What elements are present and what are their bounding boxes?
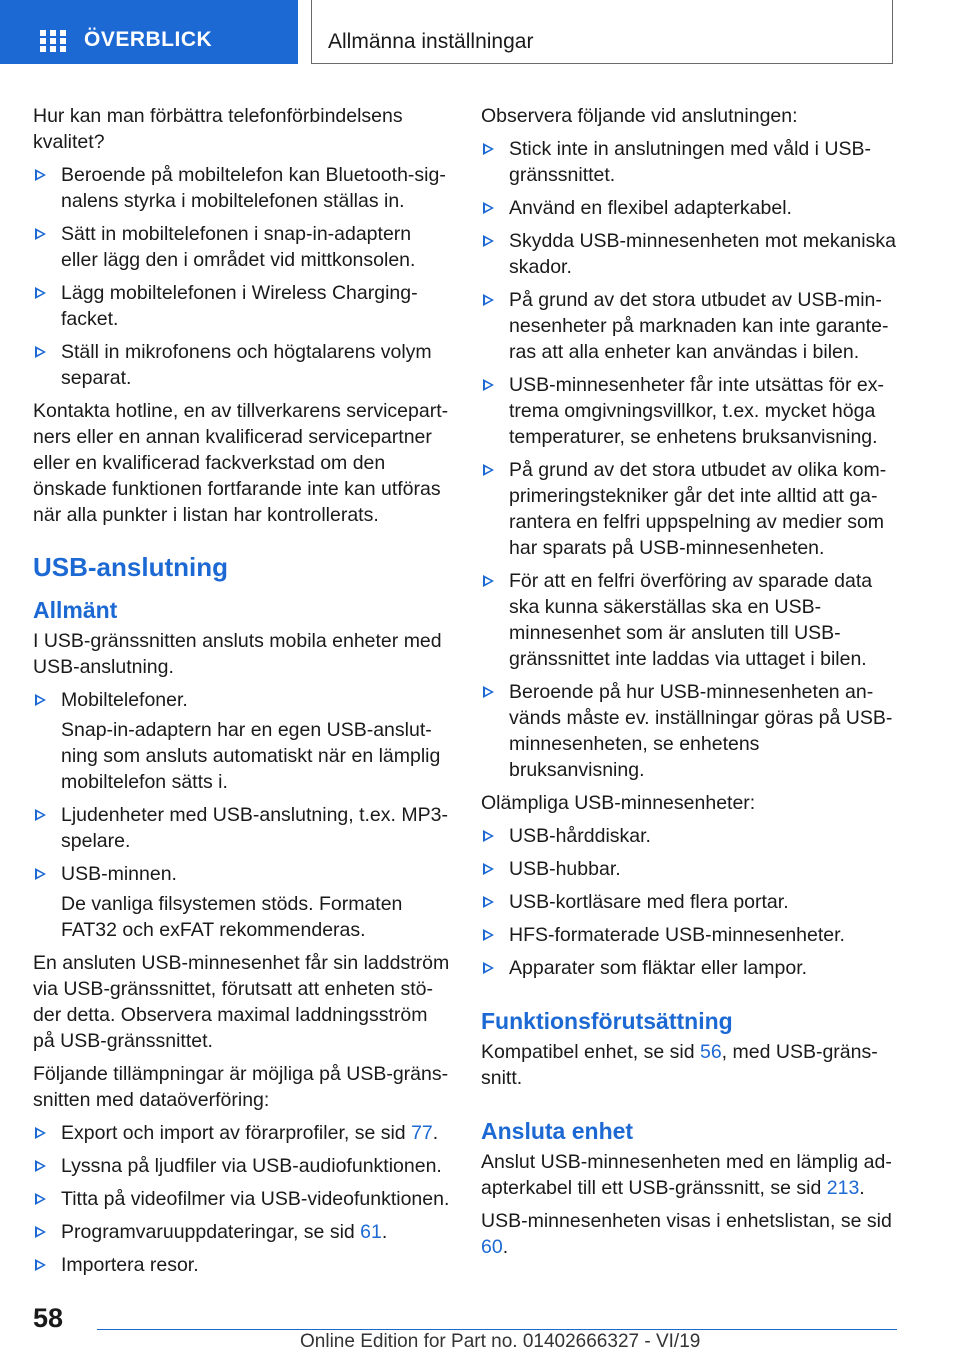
- unsuitable-list: [481, 823, 899, 981]
- bullet-triangle-icon: [483, 830, 494, 842]
- list-item: För att en felfri överföring av sparade data ska kunna säkerställas ska en USB-minnesenhet som är ansluten till USB-gränssnittet inte laddas via uttaget i bilen.: [481, 568, 899, 672]
- bullet-triangle-icon: [483, 686, 494, 698]
- func-heading: Funktionsförutsättning: [481, 1008, 733, 1034]
- bullet-triangle-icon: [35, 1127, 46, 1139]
- list-item: Export och import av förarprofiler, se sid 77.: [33, 1120, 451, 1146]
- device-list-text: USB-minnesenheten visas i enhetslistan, se sid 60.: [481, 1210, 892, 1258]
- hotline-text: Kontakta hotline, en av tillverkarens servicepartners eller en annan kvalificerad servicepartner eller en kvalificerad fackverkstad om den önskade funktionen fortfarande inte kan utföras när alla punkter i listan har kontrollerats.: [33, 400, 449, 526]
- bullet-triangle-icon: [483, 379, 494, 391]
- section-title-box[interactable]: [311, 0, 893, 64]
- list-item: Använd en flexibel adapterkabel.: [481, 195, 899, 221]
- footer-edition: Online Edition for Part no. 01402666327 - VI/19: [300, 1331, 701, 1352]
- list-item: Beroende på mobiltelefon kan Bluetooth-signalens styrka i mobiltelefonen ställas in.: [33, 162, 451, 214]
- page-link-61[interactable]: 61: [360, 1221, 382, 1243]
- intro-question: Hur kan man förbättra telefonförbindelsens kvalitet?: [33, 105, 403, 153]
- list-item: USB-hårddiskar.: [481, 823, 899, 849]
- general-text: I USB-gränssnitten ansluts mobila enheter med USB-anslutning.: [33, 630, 442, 678]
- list-item: USB-hubbar.: [481, 856, 899, 882]
- connect-heading: Ansluta enhet: [481, 1118, 634, 1144]
- apps-list: [33, 1120, 451, 1278]
- bullet-triangle-icon: [35, 1160, 46, 1172]
- list-item: Titta på videofilmer via USB-videofunktionen.: [33, 1186, 451, 1212]
- list-item: Apparater som fläktar eller lampor.: [481, 955, 899, 981]
- bullet-triangle-icon: [35, 868, 46, 880]
- unsuitable-intro: Olämpliga USB-minnesenheter:: [481, 792, 756, 814]
- bullet-triangle-icon: [483, 929, 494, 941]
- list-item: Skydda USB-minnesenheten mot mekaniska skador.: [481, 228, 899, 280]
- page-link-60[interactable]: 60: [481, 1236, 503, 1258]
- bullet-triangle-icon: [35, 694, 46, 706]
- page-link-77[interactable]: 77: [411, 1122, 433, 1144]
- overview-tab[interactable]: [0, 0, 298, 64]
- general-heading: Allmänt: [33, 597, 118, 623]
- section-title: Allmänna inställningar: [328, 30, 534, 53]
- apps-intro: Följande tillämpningar är möjliga på USB-gränssnitten med dataöverföring:: [33, 1063, 449, 1111]
- list-item: HFS-formaterade USB-minnesenheter.: [481, 922, 899, 948]
- page-link-213[interactable]: 213: [826, 1177, 860, 1199]
- list-item: Ställ in mikrofonens och högtalarens volym separat.: [33, 339, 451, 391]
- device-list: [33, 687, 451, 943]
- bullet-triangle-icon: [483, 896, 494, 908]
- list-item: Programvaruuppdateringar, se sid 61.: [33, 1219, 451, 1245]
- observe-list: [481, 136, 899, 783]
- bullet-triangle-icon: [35, 809, 46, 821]
- overview-label: ÖVERBLICK: [84, 28, 213, 51]
- bullet-triangle-icon: [483, 962, 494, 974]
- list-item: Sätt in mobiltelefonen i snap-in-adaptern eller lägg den i området vid mittkonsolen.: [33, 221, 451, 273]
- list-item: På grund av det stora utbudet av USB-minnesenheter på marknaden kan inte garanteras att alla enheter kan användas i bilen.: [481, 287, 899, 365]
- bullet-triangle-icon: [483, 202, 494, 214]
- list-item: Lyssna på ljudfiler via USB-audiofunktionen.: [33, 1153, 451, 1179]
- list-item: Stick inte in anslutningen med våld i USB-gränssnittet.: [481, 136, 899, 188]
- list-item: Importera resor.: [33, 1252, 451, 1278]
- observe-intro: Observera följande vid anslutningen:: [481, 105, 798, 127]
- grid-icon: [40, 30, 66, 52]
- list-item: USB-kortläsare med flera portar.: [481, 889, 899, 915]
- bullet-triangle-icon: [35, 228, 46, 240]
- func-text: Kompatibel enhet, se sid 56, med USB-gränssnitt.: [481, 1041, 878, 1089]
- bullet-triangle-icon: [35, 1193, 46, 1205]
- bullet-triangle-icon: [483, 464, 494, 476]
- list-item: På grund av det stora utbudet av olika komprimeringstekniker går det inte alltid att garantera en felfri uppspelning av medier som har sparats på USB-minnesenheten.: [481, 457, 899, 561]
- list-item: Ljudenheter med USB-anslutning, t.ex. MP3-spelare.: [33, 802, 451, 854]
- bullet-triangle-icon: [483, 294, 494, 306]
- list-item: USB-minnen. De vanliga filsystemen stöds. Formaten FAT32 och exFAT rekommenderas.: [33, 861, 451, 943]
- intro-list: [33, 162, 451, 391]
- bullet-triangle-icon: [35, 1259, 46, 1271]
- page-number: 58: [33, 1303, 64, 1333]
- list-item: Lägg mobiltelefonen i Wireless Charging-facket.: [33, 280, 451, 332]
- page-header: [0, 0, 960, 66]
- bullet-triangle-icon: [483, 863, 494, 875]
- charging-text: En ansluten USB-minnesenhet får sin laddström via USB-gränssnittet, förutsatt att enheten stöder detta. Observera maximal laddningsström på USB-gränssnittet.: [33, 952, 450, 1052]
- bullet-triangle-icon: [35, 287, 46, 299]
- bullet-triangle-icon: [35, 1226, 46, 1238]
- bullet-triangle-icon: [483, 235, 494, 247]
- page-link-56[interactable]: 56: [699, 1041, 722, 1063]
- bullet-triangle-icon: [35, 346, 46, 358]
- bullet-triangle-icon: [483, 575, 494, 587]
- list-item: USB-minnesenheter får inte utsättas för extrema omgivningsvillkor, t.ex. mycket höga temperaturer, se enhetens bruksanvisning.: [481, 372, 899, 450]
- connect-text: Anslut USB-minnesenheten med en lämplig adapterkabel till ett USB-gränssnitt, se sid 213.: [481, 1151, 892, 1199]
- list-item: Beroende på hur USB-minnesenheten används måste ev. inställningar göras på USB-minnesenheten, se enhetens bruksanvisning.: [481, 679, 899, 783]
- list-item: Mobiltelefoner. Snap-in-adaptern har en egen USB-anslutning som ansluts automatiskt när en lämplig mobiltelefon sätts i.: [33, 687, 451, 795]
- right-column: [481, 103, 899, 1267]
- bullet-triangle-icon: [35, 169, 46, 181]
- left-column: [33, 103, 451, 1285]
- footer-divider: [97, 1329, 897, 1330]
- usb-heading: USB-anslutning: [33, 552, 228, 582]
- bullet-triangle-icon: [483, 143, 494, 155]
